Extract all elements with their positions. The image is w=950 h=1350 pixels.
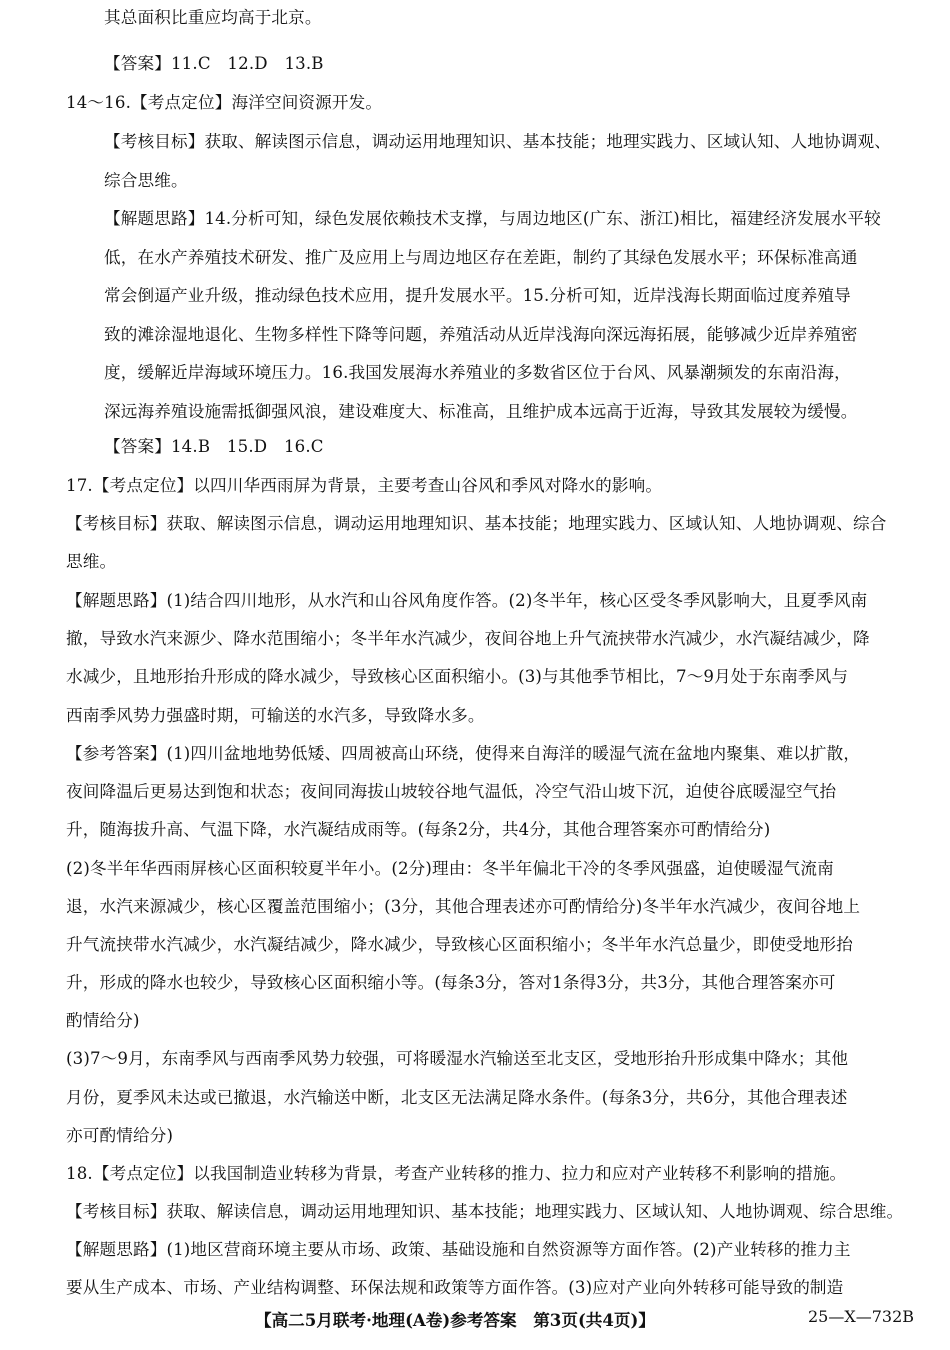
text-line: 其总面积比重应均高于北京。 (104, 8, 322, 27)
section-heading: 14～16.【考点定位】海洋空间资源开发。 (66, 93, 383, 112)
text-line: 【解题思路】(1)地区营商环境主要从市场、政策、基础设施和自然资源等方面作答。(2)产业转移的推力主 (66, 1240, 851, 1259)
text-line: 酌情给分) (66, 1011, 140, 1030)
text-line: (2)冬半年华西雨屏核心区面积较夏半年小。(2分)理由：冬半年偏北干冷的冬季风强盛，迫使暖湿气流南 (66, 859, 834, 878)
text-line: 【考核目标】获取、解读图示信息，调动运用地理知识、基本技能；地理实践力、区域认知、人地协调观、综合 (66, 514, 887, 533)
text-line: 要从生产成本、市场、产业结构调整、环保法规和政策等方面作答。(3)应对产业向外转移可能导致的制造 (66, 1278, 844, 1297)
text-line: 度，缓解近岸海域环境压力。16.我国发展海水养殖业的多数省区位于台风、风暴潮频发的东南沿海， (104, 363, 851, 382)
text-line: 【参考答案】(1)四川盆地地势低矮、四周被高山环绕，使得来自海洋的暖湿气流在盆地内聚集、难以扩散， (66, 744, 861, 763)
text-line: 升气流挟带水汽减少，水汽凝结减少，降水减少，导致核心区面积缩小；冬半年水汽总量少，即使受地形抬 (66, 935, 853, 954)
text-line: 退，水汽来源减少，核心区覆盖范围缩小；(3分，其他合理表述亦可酌情给分)冬半年水汽减少，夜间谷地上 (66, 897, 861, 916)
text-line: 升，形成的降水也较少，导致核心区面积缩小等。(每条3分，答对1条得3分，共3分，其他合理答案亦可 (66, 973, 836, 992)
text-line: 撤，导致水汽来源少、降水范围缩小；冬半年水汽减少，夜间谷地上升气流挟带水汽减少，水汽凝结减少，降 (66, 629, 870, 648)
text-line: 综合思维。 (104, 171, 188, 190)
text-line: 深远海养殖设施需抵御强风浪，建设难度大、标准高，且维护成本远高于近海，导致其发展较为缓慢。 (104, 402, 858, 421)
text-line: 【考核目标】获取、解读图示信息，调动运用地理知识、基本技能；地理实践力、区域认知、人地协调观、 (104, 132, 891, 151)
section-heading: 18.【考点定位】以我国制造业转移为背景，考查产业转移的推力、拉力和应对产业转移不利影响的措施。 (66, 1164, 847, 1183)
text-line: 升，随海拔升高、气温下降，水汽凝结成雨等。(每条2分，共4分，其他合理答案亦可酌情给分) (66, 820, 771, 839)
text-line: 【解题思路】14.分析可知，绿色发展依赖技术支撑，与周边地区(广东、浙江)相比，福建经济发展水平较 (104, 209, 881, 228)
text-line: 【解题思路】(1)结合四川地形，从水汽和山谷风角度作答。(2)冬半年，核心区受冬季风影响大，且夏季风南 (66, 591, 868, 610)
text-line: (3)7～9月，东南季风与西南季风势力较强，可将暖湿水汽输送至北支区，受地形抬升形成集中降水；其他 (66, 1049, 849, 1068)
answer-line: 【答案】14.B 15.D 16.C (104, 437, 324, 456)
text-line: 月份，夏季风未达或已撤退，水汽输送中断，北支区无法满足降水条件。(每条3分，共6分，其他合理表述 (66, 1088, 848, 1107)
text-line: 致的滩涂湿地退化、生物多样性下降等问题，养殖活动从近岸浅海向深远海拓展，能够减少近岸养殖密 (104, 325, 858, 344)
section-heading: 17.【考点定位】以四川华西雨屏为背景，主要考查山谷风和季风对降水的影响。 (66, 476, 663, 495)
page-footer-title: 【高二5月联考·地理(A卷)参考答案 第3页(共4页)】 (255, 1310, 655, 1330)
page-footer-code: 25—X—732B (807, 1307, 914, 1326)
text-line: 常会倒逼产业升级，推动绿色技术应用，提升发展水平。15.分析可知，近岸浅海长期面临过度养殖导 (104, 286, 851, 305)
text-line: 西南季风势力强盛时期，可输送的水汽多，导致降水多。 (66, 706, 485, 725)
text-line: 水减少，且地形抬升形成的降水减少，导致核心区面积缩小。(3)与其他季节相比，7～9月处于东南季风与 (66, 667, 849, 686)
text-line: 思维。 (66, 552, 117, 571)
text-line: 【考核目标】获取、解读信息，调动运用地理知识、基本技能；地理实践力、区域认知、人地协调观、综合思维。 (66, 1202, 904, 1221)
text-line: 亦可酌情给分) (66, 1126, 174, 1145)
answer-line: 【答案】11.C 12.D 13.B (104, 54, 324, 73)
text-line: 低，在水产养殖技术研发、推广及应用上与周边地区存在差距，制约了其绿色发展水平；环保标准高通 (104, 248, 858, 267)
text-line: 夜间降温后更易达到饱和状态；夜间同海拔山坡较谷地气温低，冷空气沿山坡下沉，迫使谷底暖湿空气抬 (66, 782, 837, 801)
